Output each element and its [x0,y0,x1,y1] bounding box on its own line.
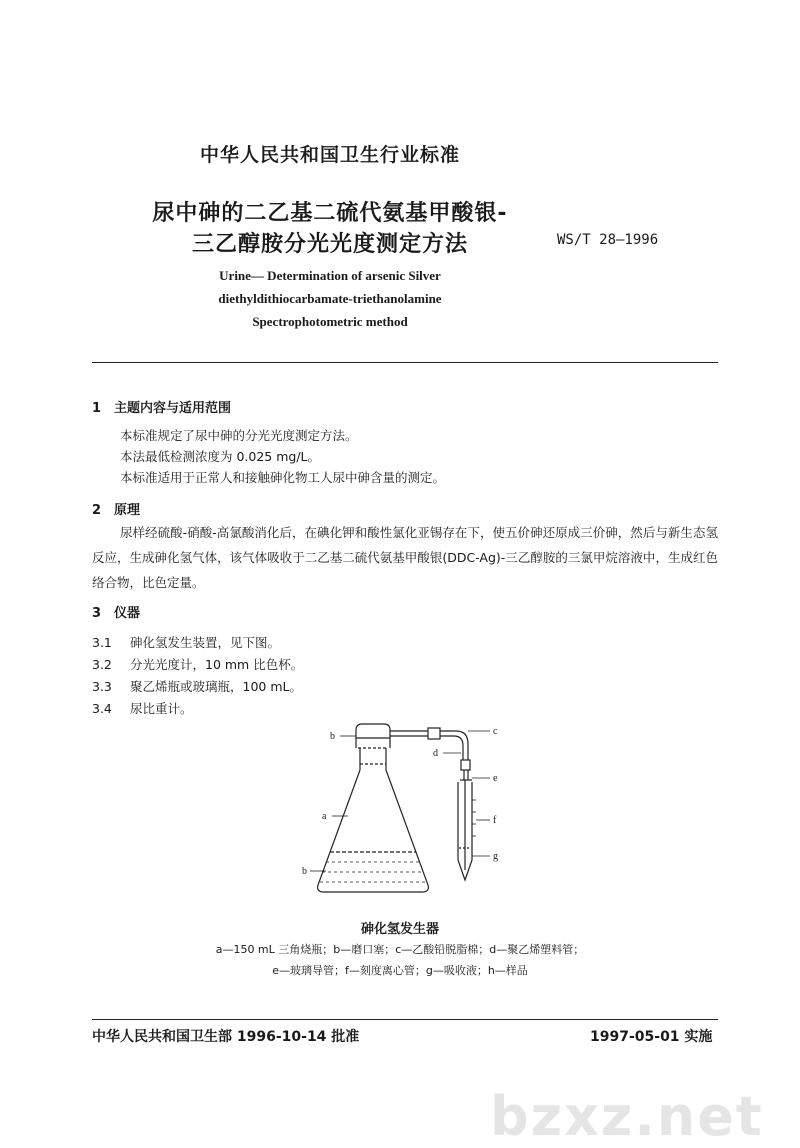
section-3-heading [92,602,140,621]
figure-legend-line-2: e—玻璃导管；f—刻度离心管；g—吸收液；h—样品 [272,964,528,977]
label-f: f [493,815,497,826]
english-title-line-3: Spectrophotometric method [252,314,408,329]
ground-stopper [356,724,390,748]
label-g: g [493,851,498,862]
section-1-heading [92,397,231,416]
glass-delivery-tube [464,770,468,780]
tube-joint [428,728,440,739]
label-c: c [493,726,498,737]
standard-code: WS/T 28—1996 [557,232,659,248]
item-text: 尿比重计。 [130,701,193,716]
section-2-paragraph: 尿样经硫酸-硝酸-高氯酸消化后，在碘化钾和酸性氯化亚锡存在下，使五价砷还原成三价砷，然后与新生态氢反应，生成砷化氢气体，该气体吸收于二乙基二硫代氨基甲酸银(DDC-Ag)-三乙醇胺的三氯甲烷溶液中，生成红色络合物，比色定量。 [92,525,718,590]
section-1-line-1: 本标准规定了尿中砷的分光光度测定方法。 [120,428,358,443]
item-number: 3.1 [92,635,112,650]
watermark: bzxz.net [490,1085,764,1148]
footer-divider [92,1019,718,1020]
section-number: 2 [92,503,102,518]
english-title-line-1: Urine— Determination of arsenic Silver [219,268,441,283]
section-3-item-4 [92,699,193,717]
section-1-line-2: 本法最低检测浓度为 0.025 mg/L。 [120,449,321,464]
section-2-heading [92,499,140,518]
section-number: 3 [92,606,102,621]
section-title: 原理 [114,503,141,518]
lead-acetate-tube [390,731,428,736]
figure-caption: 砷化氢发生器 [360,922,439,937]
section-number: 1 [92,401,102,416]
figure-legend-line-1: a—150 mL 三角烧瓶；b—磨口塞；c—乙酸铅脱脂棉；d—聚乙烯塑料管； [215,943,585,956]
label-b-stopper: b [330,731,335,742]
label-b-sample: b [302,866,307,877]
header-divider [92,362,718,363]
item-text: 分光光度计，10 mm 比色杯。 [130,657,304,672]
item-text: 砷化氢发生装置，见下图。 [130,635,281,650]
item-number: 3.3 [92,679,112,694]
label-a: a [322,811,327,822]
title-line-2: 三乙醇胺分光光度测定方法 [191,232,468,257]
conical-flask [318,770,429,892]
section-3-item-3 [92,677,302,695]
title-line-1: 尿中砷的二乙基二硫代氨基甲酸银- [152,201,508,226]
flask-neck [360,748,386,770]
section-title: 仪器 [114,606,141,621]
issuing-organization: 中华人民共和国卫生行业标准 [199,144,460,166]
plastic-tube-connector [461,760,470,770]
english-title-line-2: diethyldithiocarbamate-triethanolamine [218,291,442,306]
section-3-item-2 [92,655,303,673]
section-1-line-3: 本标准适用于正常人和接触砷化物工人尿中砷含量的测定。 [120,470,446,485]
effective-date: 1997-05-01 实施 [590,1029,713,1045]
item-number: 3.2 [92,657,112,672]
label-e: e [493,773,498,784]
section-3-item-1 [92,633,280,651]
item-text: 聚乙烯瓶或玻璃瓶，100 mL。 [130,679,302,694]
arsine-generator-diagram [300,720,520,905]
item-number: 3.4 [92,701,112,716]
label-d: d [433,748,438,759]
approval-date: 中华人民共和国卫生部 1996-10-14 批准 [92,1029,360,1045]
section-title: 主题内容与适用范围 [114,401,232,416]
